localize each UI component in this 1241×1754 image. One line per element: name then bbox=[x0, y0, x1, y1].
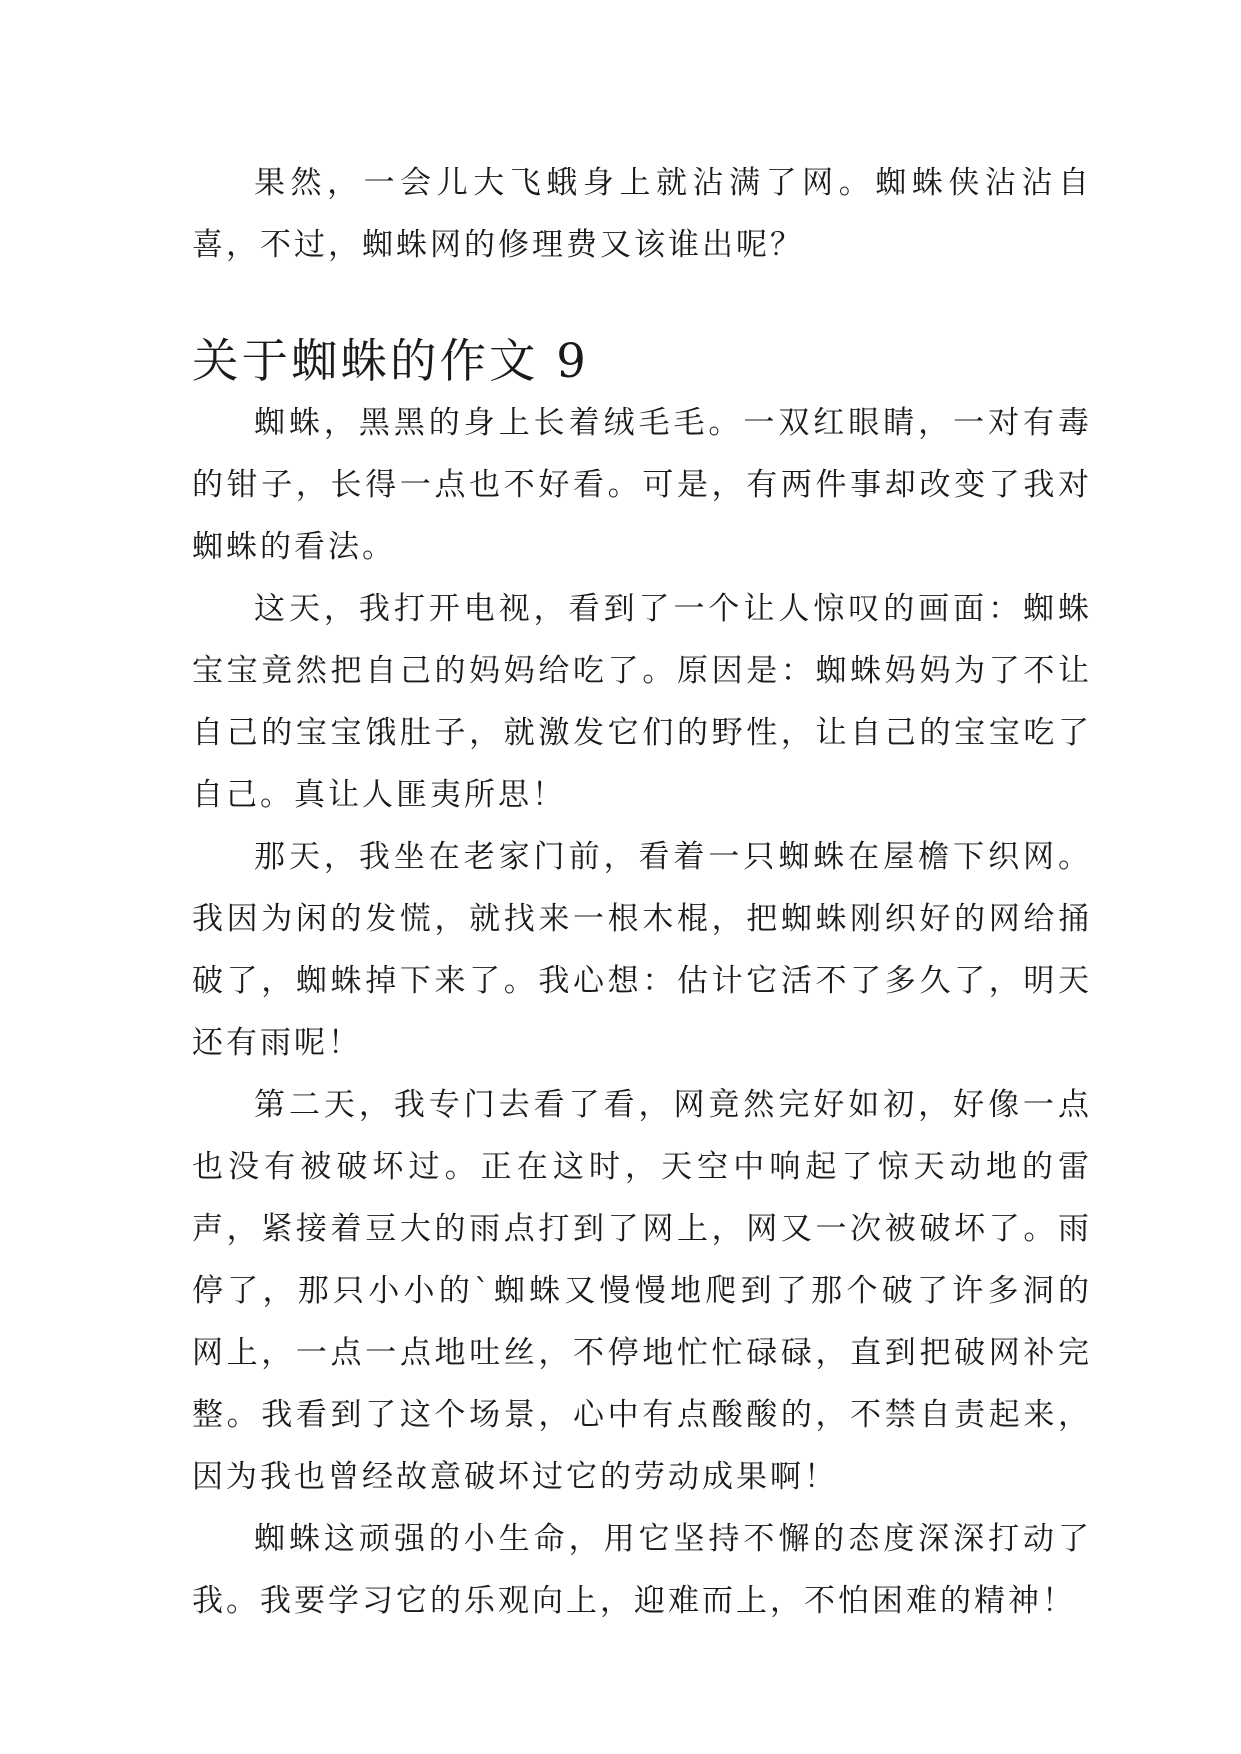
essay-9 bbox=[192, 330, 1092, 1632]
essay-paragraph-3: 那天，我坐在老家门前，看着一只蜘蛛在屋檐下织网。我因为闲的发慌，就找来一根木棍，把蜘蛛刚织好的网给捅破了，蜘蛛掉下来了。我心想：估计它活不了多久了，明天还有雨呢！ bbox=[192, 839, 1092, 1061]
intro-paragraph: 果然，一会儿大飞蛾身上就沾满了网。蜘蛛侠沾沾自喜，不过，蜘蛛网的修理费又该谁出呢？ bbox=[192, 165, 1092, 263]
previous-essay-ending bbox=[192, 152, 1092, 276]
essay-heading: 关于蜘蛛的作文 9 bbox=[192, 334, 589, 388]
essay-paragraph-2: 这天，我打开电视，看到了一个让人惊叹的画面：蜘蛛宝宝竟然把自己的妈妈给吃了。原因是：蜘蛛妈妈为了不让自己的宝宝饿肚子，就激发它们的野性，让自己的宝宝吃了自己。真让人匪夷所思！ bbox=[192, 591, 1092, 813]
essay-paragraph-4: 第二天，我专门去看了看，网竟然完好如初，好像一点也没有被破坏过。正在这时，天空中响起了惊天动地的雷声，紧接着豆大的雨点打到了网上，网又一次被破坏了。雨停了，那只小小的`蜘蛛又慢慢地爬到了那个破了许多洞的网上，一点一点地吐丝，不停地忙忙碌碌，直到把破网补完整。我看到了这个场景，心中有点酸酸的，不禁自责起来，因为我也曾经故意破坏过它的劳动成果啊！ bbox=[192, 1087, 1092, 1495]
essay-paragraph-5: 蜘蛛这顽强的小生命，用它坚持不懈的态度深深打动了我。我要学习它的乐观向上，迎难而上，不怕困难的精神！ bbox=[192, 1521, 1092, 1619]
essay-paragraph-1: 蜘蛛，黑黑的身上长着绒毛毛。一双红眼睛，一对有毒的钳子，长得一点也不好看。可是，有两件事却改变了我对蜘蛛的看法。 bbox=[192, 405, 1092, 565]
